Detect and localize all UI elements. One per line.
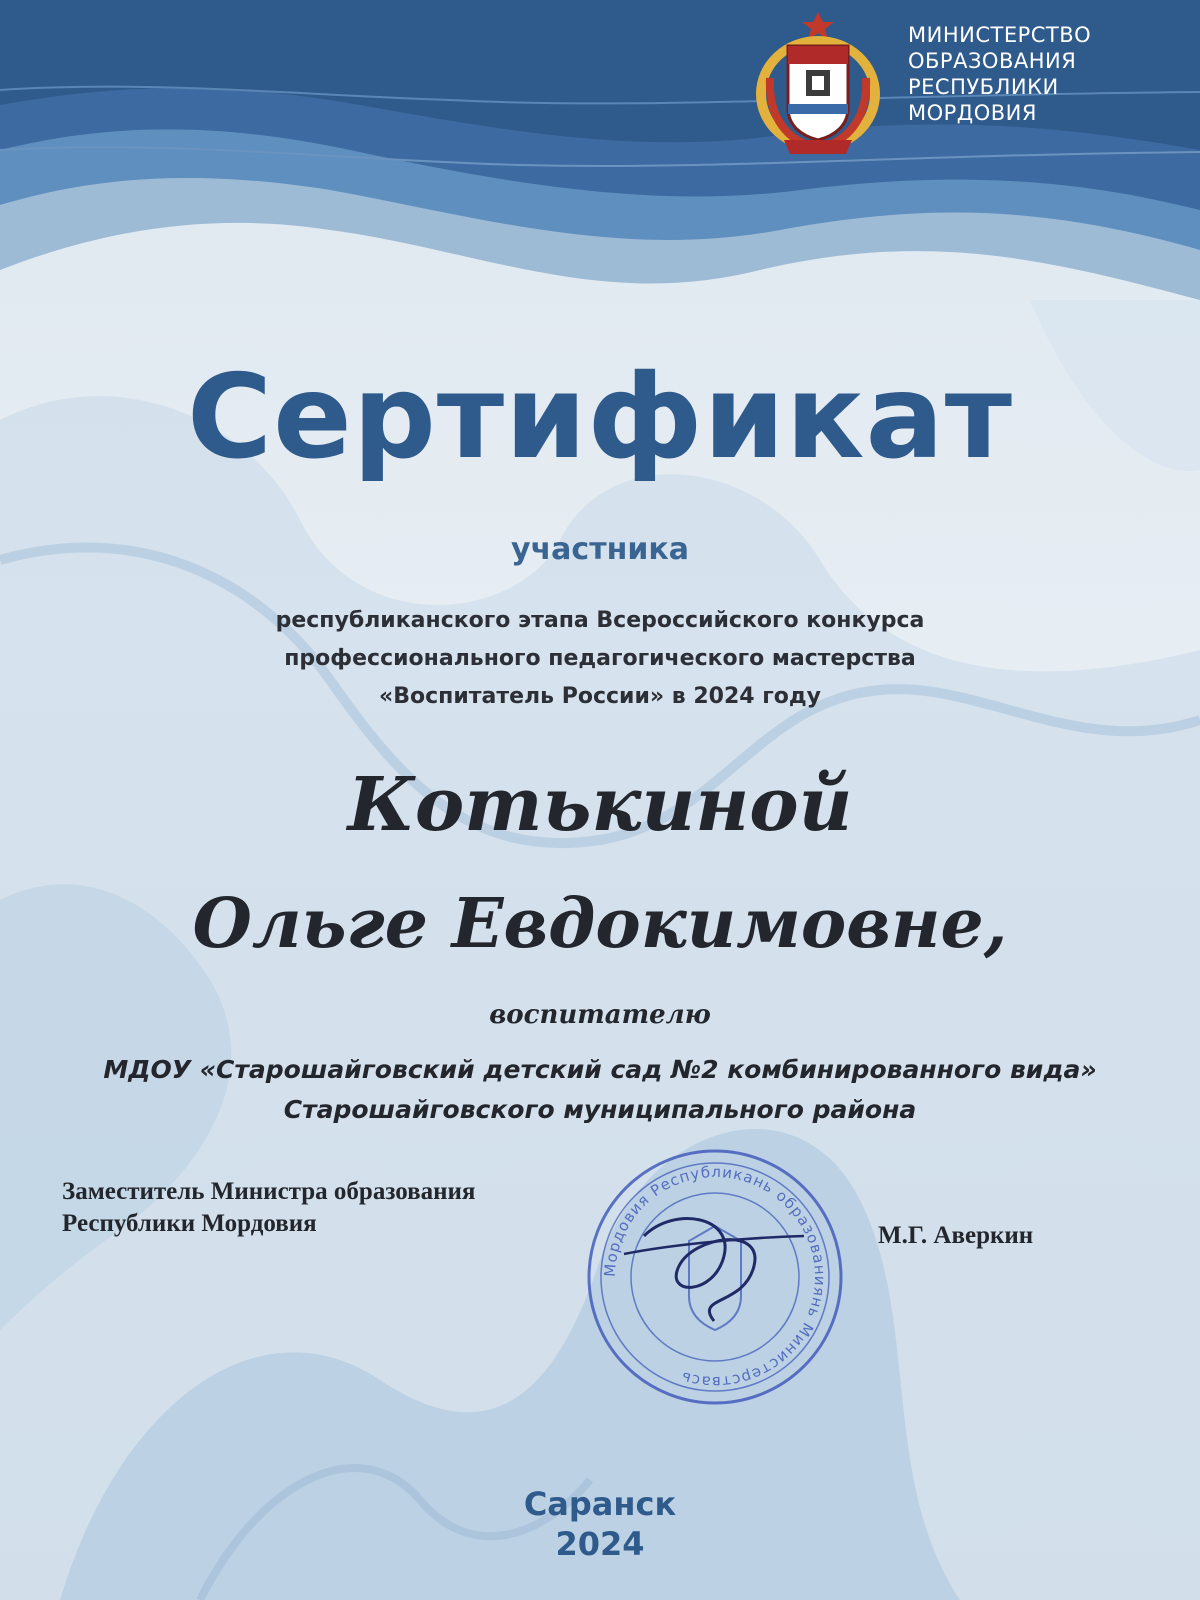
place-and-year bbox=[0, 1484, 1200, 1564]
signer-title-line: Республики Мордовия bbox=[62, 1210, 317, 1237]
certificate-subtitle: участника bbox=[511, 532, 689, 567]
official-seal bbox=[584, 1146, 846, 1408]
ministry-line: МИНИСТЕРСТВО bbox=[908, 23, 1092, 47]
signer-name: М.Г. Аверкин bbox=[878, 1222, 1034, 1249]
ministry-line: ОБРАЗОВАНИЯ bbox=[908, 49, 1077, 73]
organization-line: МДОУ «Старошайговский детский сад №2 комбинированного вида» bbox=[103, 1055, 1097, 1084]
ministry-line: МОРДОВИЯ bbox=[908, 101, 1037, 125]
coat-of-arms-emblem bbox=[748, 8, 888, 156]
seal-text: Мордовия Республикань образованиянь Министерствась bbox=[600, 1162, 830, 1392]
svg-text:Мордовия Республикань образова bbox=[601, 1163, 829, 1391]
organization-line: Старошайговского муниципального района bbox=[283, 1095, 917, 1124]
recipient-position: воспитателю bbox=[489, 1000, 711, 1030]
ministry-name bbox=[908, 22, 1091, 126]
city: Саранск bbox=[523, 1485, 677, 1523]
ministry-line: РЕСПУБЛИКИ bbox=[908, 75, 1059, 99]
recipient-name: Ольге Евдокимовне, bbox=[192, 884, 1008, 964]
contest-line: республиканского этапа Всероссийского конкурса bbox=[275, 608, 925, 633]
certificate-title: Сертификат bbox=[187, 350, 1013, 485]
recipient-organization bbox=[0, 1050, 1200, 1130]
recipient-surname: Котькиной bbox=[347, 762, 853, 848]
contest-line: профессионального педагогического мастерства bbox=[284, 646, 916, 671]
contest-line: «Воспитатель России» в 2024 году bbox=[379, 684, 821, 709]
signer-title-line: Заместитель Министра образования bbox=[62, 1178, 476, 1205]
year: 2024 bbox=[555, 1525, 645, 1563]
contest-description bbox=[0, 602, 1200, 716]
signer-title bbox=[62, 1176, 475, 1240]
